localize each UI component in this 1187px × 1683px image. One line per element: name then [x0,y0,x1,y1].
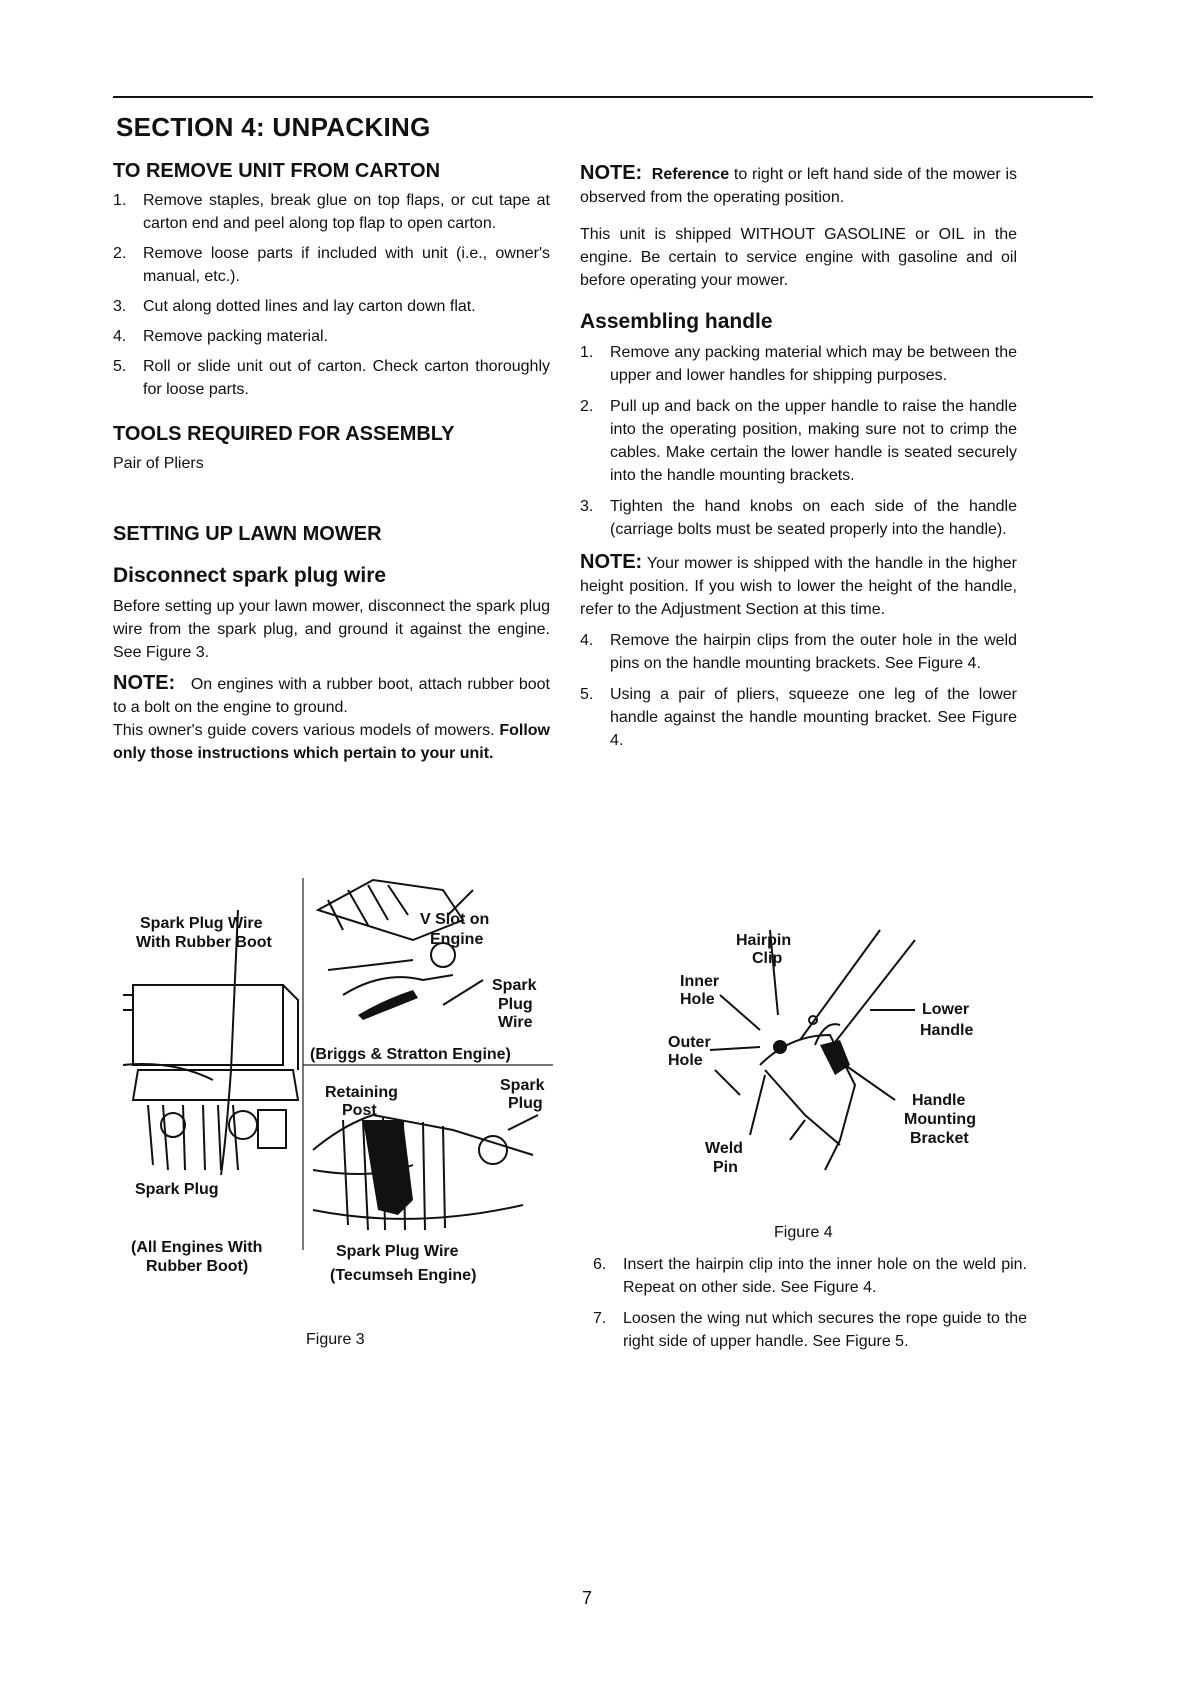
guide-text: This owner's guide covers various models of mowers. Follow only those instructions which pertain to your unit. [113,722,550,762]
note-rubber-boot: NOTE: On engines with a rubber boot, attach rubber boot to a bolt on the engine to ground. [113,672,550,716]
fig3-label-spw-3: Wire [498,1014,533,1031]
fig3-label-boot-1: Spark Plug Wire [140,915,263,932]
list-item: 7. Loosen the wing nut which secures the rope guide to the right side of upper handle. See Figure 5. [593,1310,1027,1350]
right-column [580,162,1017,752]
list-item: 3. Cut along dotted lines and lay carton down flat. [113,298,476,315]
fig4-label-weld-2: Pin [713,1159,738,1176]
fig4-label-lower-1: Lower [922,1001,970,1018]
fig3-label-briggs: (Briggs & Stratton Engine) [310,1046,511,1063]
figure4-caption: Figure 4 [774,1224,833,1241]
fig3-label-tecumseh-2: (Tecumseh Engine) [330,1267,477,1284]
left-column [113,160,550,765]
list-item: 4. Remove the hairpin clips from the outer hole in the weld pins on the handle mounting brackets. See Figure 4. [580,632,1017,672]
list-item: 4. Remove packing material. [113,328,328,345]
list-item: 5. Roll or slide unit out of carton. Check carton thoroughly for loose parts. [113,358,550,398]
fig3-label-all-1: (All Engines With [131,1239,263,1256]
top-rule [113,96,1093,98]
fig4-label-hmb-3: Bracket [910,1130,969,1147]
list-item: 1. Remove any packing material which may be between the upper and lower handles for shipping purposes. [580,344,1017,384]
fig4-label-weld-1: Weld [705,1140,743,1157]
fig4-label-inner-2: Hole [680,991,715,1008]
fig3-label-retaining-1: Retaining [325,1084,398,1101]
fig3-label-boot-2: With Rubber Boot [136,934,272,951]
disconnect-heading: Disconnect spark plug wire [113,564,387,587]
note-reference: NOTE: Reference to right or left hand side of the mower is observed from the operating position. [580,162,1018,206]
fig3-label-spw-2: Plug [498,996,533,1013]
right-column-bottom [593,1253,1027,1353]
list-item: 2. Remove loose parts if included with unit (i.e., owner's manual, etc.). [113,245,550,285]
assembling-steps-a [580,341,1017,541]
list-item: 6. Insert the hairpin clip into the inner hole on the weld pin. Repeat on other side. See Figure 4. [593,1256,1027,1296]
fig4-label-inner-1: Inner [680,973,720,990]
fig3-label-vslot-2: Engine [430,931,484,948]
note-handle-height: NOTE: Your mower is shipped with the handle in the higher height position. If you wish to lower the height of the handle, refer to the Adjustment Section at this time. [580,551,1018,618]
fig3-label-sp-2: Plug [508,1095,543,1112]
disconnect-text: Before setting up your lawn mower, disconnect the spark plug wire from the spark plug, and ground it against the engine. See Figure 3. [113,598,550,661]
fig4-label-outer-2: Hole [668,1052,703,1069]
section-title: SECTION 4: UNPACKING [116,112,431,142]
list-item: 5. Using a pair of pliers, squeeze one leg of the lower handle against the handle mounting bracket. See Figure 4. [580,686,1017,749]
assembling-steps-c [593,1253,1027,1353]
fig4-label-hmb-2: Mounting [904,1111,976,1128]
fig3-label-tecumseh-1: Spark Plug Wire [336,1243,459,1260]
shipped-text: This unit is shipped WITHOUT GASOLINE or OIL in the engine. Be certain to service engine with gasoline and oil before operating your mower. [580,226,1017,289]
fig3-label-retaining-2: Post [342,1102,377,1119]
fig3-label-spark-plug: Spark Plug [135,1181,219,1198]
list-item: 3. Tighten the hand knobs on each side of the handle (carriage bolts must be seated properly into the handle). [580,498,1017,538]
page-number: 7 [582,1588,593,1608]
assembling-steps-b [580,629,1017,752]
fig4-label-lower-2: Handle [920,1022,974,1039]
fig3-label-spw-1: Spark [492,977,537,994]
setup-heading: SETTING UP LAWN MOWER [113,523,382,545]
remove-unit-steps [113,189,550,401]
assembling-heading: Assembling handle [580,310,773,333]
fig4-label-hmb-1: Handle [912,1092,966,1109]
list-item: 2. Pull up and back on the upper handle to raise the handle into the operating position, making sure not to crimp the cables. Make certain the lower handle is seated securely into the handle mounting brackets. [580,398,1017,484]
fig4-label-hairpin-1: Hairpin [736,932,792,949]
fig4-label-hairpin-2: Clip [752,950,783,967]
figure3-caption: Figure 3 [306,1331,365,1348]
list-item: 1. Remove staples, break glue on top flaps, or cut tape at carton end and peel along top flap to open carton. [113,192,550,232]
fig3-label-vslot-1: V Slot on [420,911,490,928]
tools-heading: TOOLS REQUIRED FOR ASSEMBLY [113,423,455,445]
remove-unit-heading: TO REMOVE UNIT FROM CARTON [113,160,441,182]
fig3-label-all-2: Rubber Boot) [146,1258,249,1275]
fig3-label-sp-1: Spark [500,1077,545,1094]
fig4-label-outer-1: Outer [668,1034,711,1051]
tools-text: Pair of Pliers [113,455,204,472]
